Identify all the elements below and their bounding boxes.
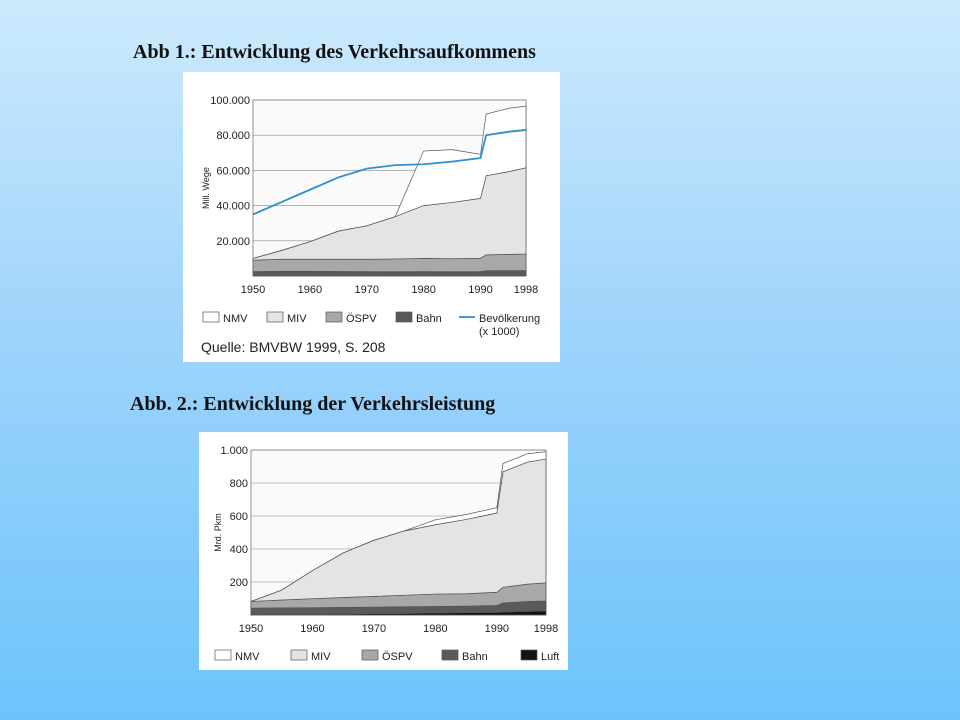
chart1-x-tick-label: 1990 xyxy=(468,284,493,296)
chart1-legend-swatch-nmv xyxy=(203,312,219,322)
figure-1-panel xyxy=(183,72,560,362)
chart1-y-tick-label: 60.000 xyxy=(216,165,250,178)
chart1-legend-label-bevoelkerung: Bevölkerung xyxy=(479,313,541,325)
chart2-x-tick-label: 1950 xyxy=(238,623,264,635)
chart2-legend-swatch-bahn xyxy=(442,650,458,660)
chart1-x-tick-label: 1950 xyxy=(240,284,266,296)
chart1-x-tick-label: 1970 xyxy=(354,284,379,296)
chart2-x-tick-label: 1990 xyxy=(484,623,510,635)
chart2-x-tick-label: 1970 xyxy=(361,623,387,635)
chart2-x-tick-label: 1998 xyxy=(533,623,559,635)
chart1-y-axis-label: Mill. Wege xyxy=(201,167,211,209)
chart1-legend-label-oespv: ÖSPV xyxy=(346,313,377,325)
chart2-y-tick-label: 200 xyxy=(229,577,248,589)
chart2-legend-label-miv: MIV xyxy=(311,651,331,663)
chart1-x-tick-label: 1980 xyxy=(411,284,436,296)
chart2-y-axis-label: Mrd. Pkm xyxy=(213,513,223,552)
chart1-x-tick-label: 1998 xyxy=(513,284,539,296)
figure-2-heading: Abb. 2.: Entwicklung der Verkehrsleistung xyxy=(130,393,496,415)
chart-verkehrsaufkommen xyxy=(183,72,560,362)
chart1-legend-label-bahn: Bahn xyxy=(416,313,442,325)
chart1-y-tick-label: 40.000 xyxy=(216,200,250,213)
chart2-legend-swatch-oespv xyxy=(362,650,378,660)
chart2-legend-label-nmv: NMV xyxy=(235,651,260,663)
chart2-y-tick-label: 600 xyxy=(229,511,248,523)
chart1-source-note: Quelle: BMVBW 1999, S. 208 xyxy=(201,339,386,355)
chart1-x-tick-label: 1960 xyxy=(297,284,323,296)
figure-2-panel xyxy=(199,432,568,670)
chart1-y-tick-label: 80.000 xyxy=(216,130,250,143)
chart1-legend-swatch-oespv xyxy=(326,312,342,322)
chart1-y-tick-label: 100.000 xyxy=(210,95,250,107)
chart1-legend-label-miv: MIV xyxy=(287,313,307,325)
chart2-legend-label-luft: Luft xyxy=(541,651,560,663)
chart1-legend-sublabel-bevoelkerung: (x 1000) xyxy=(479,326,520,338)
chart2-legend-label-oespv: ÖSPV xyxy=(382,651,413,663)
chart-verkehrsleistung xyxy=(199,432,568,670)
chart1-y-tick-label: 20.000 xyxy=(216,235,250,248)
chart2-y-tick-label: 400 xyxy=(229,544,248,556)
chart2-y-tick-label: 800 xyxy=(229,478,248,490)
chart2-legend-swatch-luft xyxy=(521,650,537,660)
chart2-legend-swatch-miv xyxy=(291,650,307,660)
figure-1-heading: Abb 1.: Entwicklung des Verkehrsaufkommens xyxy=(133,41,536,63)
chart2-x-tick-label: 1980 xyxy=(423,623,448,635)
chart2-legend-swatch-nmv xyxy=(215,650,231,660)
chart2-legend-label-bahn: Bahn xyxy=(462,651,488,663)
chart1-legend-label-nmv: NMV xyxy=(223,313,248,325)
chart1-legend-swatch-bahn xyxy=(396,312,412,322)
chart2-x-tick-label: 1960 xyxy=(300,623,325,635)
chart1-legend-swatch-miv xyxy=(267,312,283,322)
chart2-y-tick-label: 1.000 xyxy=(220,445,248,457)
